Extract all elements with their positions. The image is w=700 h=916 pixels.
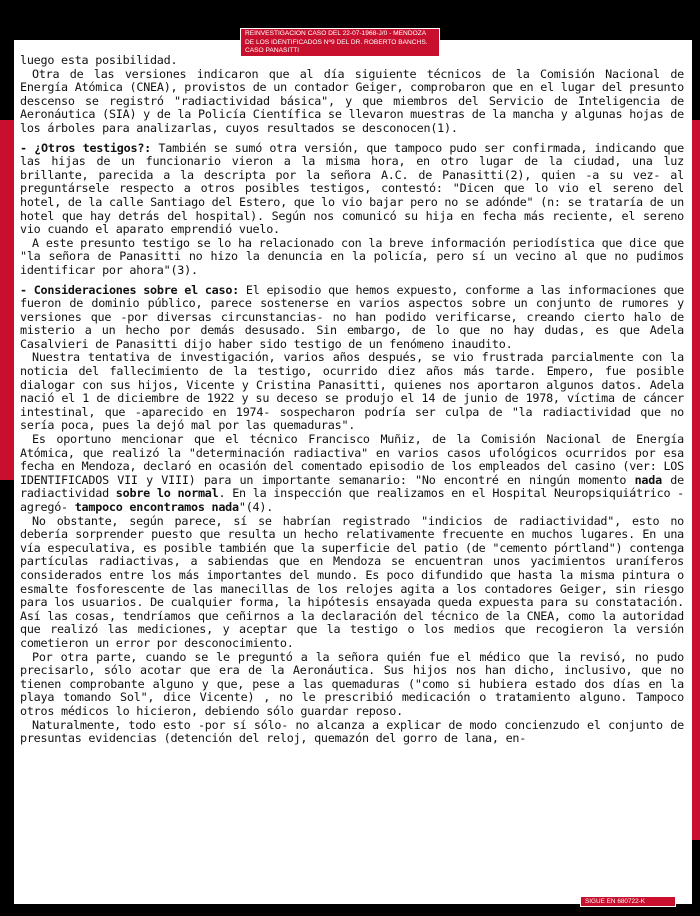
- paragraph-medico: Por otra parte, cuando se le preguntó a la señora quién fue el médico que la revisó, no pudo precisarlo, sólo acotar que era de la Aeronáutica. Sus hijos nos han dicho, inclusivo, que no tienen comprobante alguno y que, pese a las quemaduras ("como si hubiera estado dos días en la playa tomando Sol", dice Vicente) , no le prescribió medicación o tratamiento alguno. Tampoco otros médicos lo hicieron, debiendo sólo guardar reposo.: [20, 649, 684, 718]
- muniz-text-4: "(4).: [238, 500, 274, 514]
- section-consideraciones: [20, 284, 684, 352]
- paragraph-naturalmente: Naturalmente, todo esto -por sí sólo- no alcanza a explicar de modo concienzudo el conjunto de presuntas evidencias (detención del reloj, quemazón del gorro de lana, en-: [20, 717, 684, 746]
- document-page: [14, 40, 692, 904]
- muniz-text-3: . En la inspección que realizamos en el Hospital Neuropsiquiátrico -agregó-: [20, 486, 685, 514]
- header-line-2: DE LOS IDENTIFICADOS Nº9 DEL DR. ROBERTO BANCHS.: [245, 38, 428, 46]
- section-heading-consideraciones: - Consideraciones sobre el caso:: [20, 282, 240, 297]
- section-otros-testigos: [20, 142, 684, 237]
- section-text-otros-testigos: También se sumó otra versión, que tampoco pudo ser confirmada, indicando que las hijas de un funcionario vieron a la misma hora, en otro lugar de la ciudad, una luz brillante, parecida a la descripta por la señora A.C. de Panasitti(2), quien -a su vez- al preguntársele respecto a otros posibles testigos, contestó: "Dicen que lo vio el sereno del hotel, de la calle Santiago del Estero, que lo vio bajar pero no se adónde" (n: se trataría de un hotel que hay detrás del hospital). Según nos comunicó su hija en fecha más reciente, el sereno vio cuando el aparato emprendió vuelo.: [20, 140, 684, 237]
- document-header-tab: [240, 28, 440, 57]
- right-red-edge: [692, 120, 700, 840]
- muniz-text-2: de radiactividad: [20, 472, 684, 501]
- section-heading-otros-testigos: - ¿Otros testigos?:: [20, 140, 152, 155]
- section-text-consideraciones: El episodio que hemos expuesto, conforme a las informaciones que fueron de dominio público, parece sostenerse en varios aspectos sobre un conjunto de rumores y versiones que -por diversas circunstancias- no han podido verificarse, creando cierto halo de misterio a un hecho por demás desusado. Sin embargo, de lo que no hay dudas, es que Adela Casalvieri de Panasitti dijo haber sido testigo de un fenómeno inaudito.: [20, 282, 684, 351]
- paragraph-presunto-testigo: A este presunto testigo se lo ha relacionado con la breve información periodística que dice que "la señora de Panasitti no hizo la denuncia en la policía, pero sí un vecino al que no pudimos identificar por ahora"(3).: [20, 235, 684, 277]
- paragraph-investigacion: Nuestra tentativa de investigación, varios años después, se vio frustrada parcialmente con la noticia del fallecimiento de la testigo, ocurrido diez años más tarde. Empero, fue posible dialogar con sus hijos, Vicente y Cristina Panasitti, quienes nos aportaron algunos datos. Adela nació el 1 de diciembre de 1922 y su deceso se produjo el 14 de junio de 1978, víctima de cáncer intestinal, que -aparecido en 1974- sospecharon podría ser culpa de "la radiactividad que no sería poca, pues la dejó mal por las quemaduras".: [20, 350, 684, 433]
- muniz-bold-normal: sobre lo normal: [115, 486, 219, 501]
- muniz-bold-tampoco: tampoco encontramos nada: [74, 500, 239, 514]
- continuation-footer-tab: SIGUE EN 680722-K: [580, 896, 676, 907]
- paragraph-continuation: luego esta posibilidad.: [20, 53, 178, 67]
- muniz-bold-nada: nada: [634, 472, 662, 487]
- paragraph-cnea-geiger: Otra de las versiones indicaron que al día siguiente técnicos de la Comisión Nacional de Energía Atómica (CNEA), provistos de un contador Geiger, comprobaron que en el lugar del presunto descenso se registró "radiactividad básica", y que miembros del Servicio de Inteligencia de Aeronáutica (SIA) y de la Policía Científica se llevaron muestras de la mancha y algunas hojas de los árboles para analizarlas, cuyos resultados se desconocen(1).: [20, 66, 684, 135]
- muniz-text-1: Es oportuno mencionar que el técnico Francisco Muñiz, de la Comisión Nacional de Energía Atómica, que realizó la "determinación radiactiva" en varios casos ufológicos ocurridos por esa fecha en Mendoza, declaró en ocasión del comentado episodio de los empleados del casino (ver: LOS IDENTIFICADOS VII y VIII) para un importante semanario: "No encontré en ningún momento: [20, 432, 684, 487]
- paragraph-tecnico-muniz: [20, 433, 684, 515]
- paragraph-indicios: No obstante, según parece, sí se habrían registrado "indicios de radiactividad", esto no debería sorprender puesto que resulta un hecho relativamente frecuente en muchos lugares. En una vía especulativa, es posible también que la superficie del patio (de "cemento pórtland") contenga partículas radiactivas, a sabiendas que en Mendoza se encuentran unos yacimientos uraníferos considerados entre los más importantes del mundo. Es poco difundido que hasta la misma pintura o esmalte fosforescente de las manecillas de los relojes agita a los contadores Geiger, sin riesgo para los usuarios. De cualquier forma, la hipótesis ensayada queda expuesta para su constatación. Así las cosas, tendríamos que ceñirnos a la declaración del técnico de la CNEA, como la autoridad que realizó las mediciones, y aceptar que la testigo o los medios que recogieron la versión cometieron un error por desconocimiento.: [20, 513, 684, 650]
- document-body: [20, 54, 684, 746]
- left-red-edge: [0, 120, 14, 480]
- header-line-3: CASO PANASITTI: [245, 47, 300, 55]
- header-line-1: REINVESTIGACION CASO DEL 22-07-1968-J/0 - MENDOZA: [245, 30, 427, 37]
